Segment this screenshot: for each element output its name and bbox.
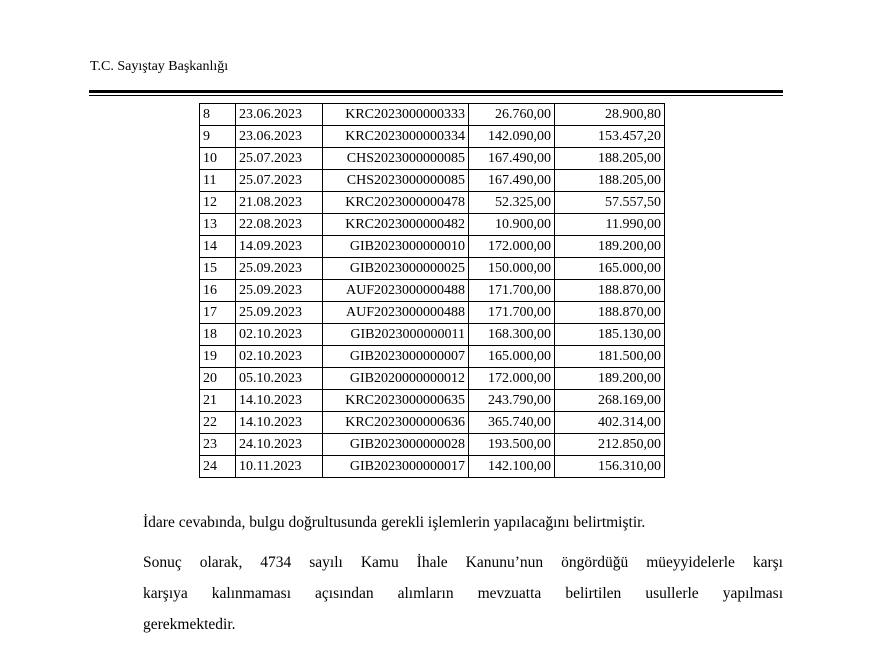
cell-amount-2: 165.000,00 — [555, 258, 665, 280]
cell-row-number: 20 — [200, 368, 236, 390]
cell-date: 23.06.2023 — [236, 126, 323, 148]
cell-amount-1: 171.700,00 — [469, 280, 555, 302]
table-row — [200, 412, 665, 434]
cell-date: 25.09.2023 — [236, 302, 323, 324]
table-row — [200, 456, 665, 478]
cell-amount-1: 167.490,00 — [469, 170, 555, 192]
cell-amount-1: 365.740,00 — [469, 412, 555, 434]
cell-row-number: 8 — [200, 104, 236, 126]
table-row — [200, 236, 665, 258]
table-row — [200, 104, 665, 126]
table-row — [200, 390, 665, 412]
cell-row-number: 13 — [200, 214, 236, 236]
cell-document-code: KRC2023000000478 — [323, 192, 469, 214]
cell-amount-2: 156.310,00 — [555, 456, 665, 478]
cell-document-code: KRC2023000000635 — [323, 390, 469, 412]
cell-amount-2: 189.200,00 — [555, 368, 665, 390]
paragraph-administration-response: İdare cevabında, bulgu doğrultusunda gerekli işlemlerin yapılacağını belirtmiştir. — [143, 514, 646, 531]
cell-date: 21.08.2023 — [236, 192, 323, 214]
table-row — [200, 324, 665, 346]
table-row — [200, 258, 665, 280]
table-row — [200, 280, 665, 302]
cell-amount-2: 188.870,00 — [555, 302, 665, 324]
cell-document-code: GIB2023000000028 — [323, 434, 469, 456]
cell-row-number: 17 — [200, 302, 236, 324]
cell-document-code: GIB2023000000007 — [323, 346, 469, 368]
cell-amount-1: 142.100,00 — [469, 456, 555, 478]
cell-document-code: GIB2020000000012 — [323, 368, 469, 390]
cell-date: 22.08.2023 — [236, 214, 323, 236]
cell-document-code: GIB2023000000011 — [323, 324, 469, 346]
cell-amount-2: 212.850,00 — [555, 434, 665, 456]
cell-row-number: 12 — [200, 192, 236, 214]
cell-document-code: CHS2023000000085 — [323, 148, 469, 170]
cell-amount-1: 171.700,00 — [469, 302, 555, 324]
cell-amount-2: 188.205,00 — [555, 148, 665, 170]
cell-row-number: 18 — [200, 324, 236, 346]
cell-date: 14.10.2023 — [236, 390, 323, 412]
cell-document-code: KRC2023000000482 — [323, 214, 469, 236]
records-table-body — [200, 104, 665, 478]
cell-amount-2: 189.200,00 — [555, 236, 665, 258]
cell-amount-2: 11.990,00 — [555, 214, 665, 236]
table-row — [200, 192, 665, 214]
cell-amount-1: 193.500,00 — [469, 434, 555, 456]
document-header-title: T.C. Sayıştay Başkanlığı — [90, 59, 229, 74]
cell-amount-2: 57.557,50 — [555, 192, 665, 214]
cell-date: 14.09.2023 — [236, 236, 323, 258]
cell-amount-2: 188.205,00 — [555, 170, 665, 192]
cell-amount-1: 150.000,00 — [469, 258, 555, 280]
cell-document-code: KRC2023000000333 — [323, 104, 469, 126]
paragraph-conclusion — [89, 547, 783, 640]
table-row — [200, 126, 665, 148]
cell-amount-1: 168.300,00 — [469, 324, 555, 346]
cell-date: 23.06.2023 — [236, 104, 323, 126]
cell-date: 25.09.2023 — [236, 258, 323, 280]
cell-amount-1: 172.000,00 — [469, 368, 555, 390]
cell-row-number: 19 — [200, 346, 236, 368]
cell-document-code: CHS2023000000085 — [323, 170, 469, 192]
table-row — [200, 434, 665, 456]
cell-row-number: 23 — [200, 434, 236, 456]
cell-date: 02.10.2023 — [236, 324, 323, 346]
table-row — [200, 346, 665, 368]
cell-amount-1: 172.000,00 — [469, 236, 555, 258]
cell-amount-1: 52.325,00 — [469, 192, 555, 214]
cell-amount-2: 181.500,00 — [555, 346, 665, 368]
cell-document-code: GIB2023000000017 — [323, 456, 469, 478]
cell-date: 25.07.2023 — [236, 170, 323, 192]
cell-date: 05.10.2023 — [236, 368, 323, 390]
cell-amount-1: 165.000,00 — [469, 346, 555, 368]
cell-row-number: 10 — [200, 148, 236, 170]
cell-row-number: 14 — [200, 236, 236, 258]
cell-amount-2: 402.314,00 — [555, 412, 665, 434]
cell-row-number: 22 — [200, 412, 236, 434]
cell-document-code: AUF2023000000488 — [323, 280, 469, 302]
cell-date: 02.10.2023 — [236, 346, 323, 368]
cell-amount-1: 10.900,00 — [469, 214, 555, 236]
table-row — [200, 170, 665, 192]
cell-amount-2: 268.169,00 — [555, 390, 665, 412]
table-row — [200, 148, 665, 170]
cell-amount-2: 28.900,80 — [555, 104, 665, 126]
table-row — [200, 368, 665, 390]
cell-date: 10.11.2023 — [236, 456, 323, 478]
cell-row-number: 16 — [200, 280, 236, 302]
cell-document-code: GIB2023000000025 — [323, 258, 469, 280]
header-rule-thin — [89, 95, 783, 96]
cell-date: 14.10.2023 — [236, 412, 323, 434]
cell-row-number: 9 — [200, 126, 236, 148]
cell-amount-2: 153.457,20 — [555, 126, 665, 148]
cell-row-number: 21 — [200, 390, 236, 412]
cell-row-number: 24 — [200, 456, 236, 478]
cell-row-number: 15 — [200, 258, 236, 280]
cell-document-code: KRC2023000000334 — [323, 126, 469, 148]
cell-document-code: GIB2023000000010 — [323, 236, 469, 258]
paragraph-conclusion-line: gerekmektedir. — [143, 616, 236, 633]
cell-row-number: 11 — [200, 170, 236, 192]
paragraph-conclusion-line: karşıya kalınmaması açısından alımların mevzuatta belirtilen usullerle yapılması — [143, 585, 783, 602]
cell-date: 24.10.2023 — [236, 434, 323, 456]
cell-amount-1: 26.760,00 — [469, 104, 555, 126]
table-row — [200, 214, 665, 236]
cell-amount-1: 243.790,00 — [469, 390, 555, 412]
cell-amount-2: 185.130,00 — [555, 324, 665, 346]
cell-document-code: KRC2023000000636 — [323, 412, 469, 434]
cell-amount-1: 167.490,00 — [469, 148, 555, 170]
records-table — [199, 103, 665, 478]
table-row — [200, 302, 665, 324]
cell-document-code: AUF2023000000488 — [323, 302, 469, 324]
header-rule-thick — [89, 90, 783, 93]
cell-date: 25.09.2023 — [236, 280, 323, 302]
cell-amount-2: 188.870,00 — [555, 280, 665, 302]
paragraph-conclusion-line: Sonuç olarak, 4734 sayılı Kamu İhale Kanunu’nun öngördüğü müeyyidelerle karşı — [143, 554, 783, 571]
cell-amount-1: 142.090,00 — [469, 126, 555, 148]
cell-date: 25.07.2023 — [236, 148, 323, 170]
